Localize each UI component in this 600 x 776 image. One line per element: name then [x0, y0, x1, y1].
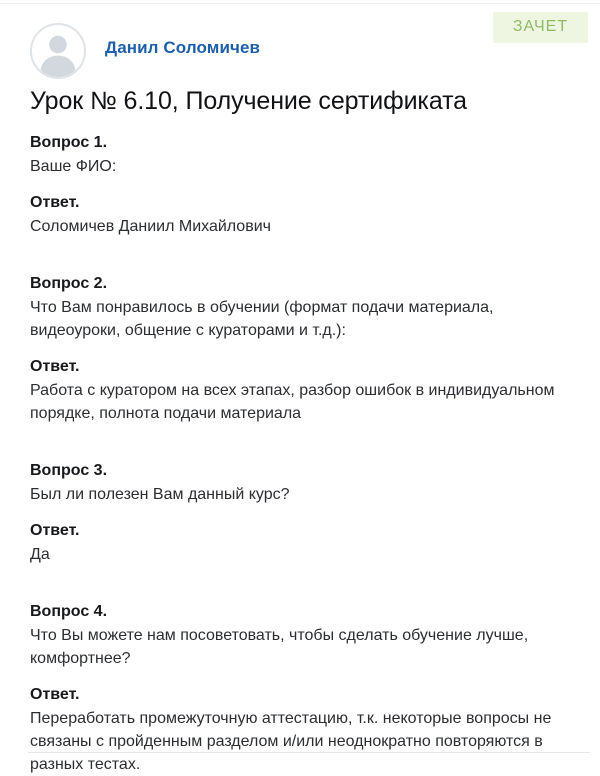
question-label-1: Вопрос 1. [30, 134, 108, 151]
question-text-1: Ваше ФИО: [30, 157, 117, 175]
question-text-2: Что Вам понравилось в обучении (формат подачи материала, видеоуроки, общение с кураторами и т.д.): [30, 298, 494, 339]
answer-text-2: Работа с куратором на всех этапах, разбор ошибок в индивидуальном порядке, полнота подачи материала [30, 381, 555, 422]
question-text-4: Что Вы можете нам посоветовать, чтобы сделать обучение лучше, комфортнее? [30, 626, 529, 667]
user-name[interactable]: Данил Соломичев [105, 38, 261, 57]
lesson-content [30, 86, 575, 776]
avatar[interactable] [30, 23, 86, 79]
answer-label-1: Ответ. [30, 193, 80, 211]
answer-text-3: Да [30, 545, 50, 563]
question-label-2: Вопрос 2. [30, 274, 108, 292]
qa-block-2 [30, 273, 575, 425]
page-title: Урок № 6.10, Получение сертификата [30, 87, 467, 115]
bottom-divider [28, 752, 590, 753]
question-label-4: Вопрос 4. [30, 602, 108, 620]
user-silhouette-icon [32, 25, 84, 77]
answer-label-4: Ответ. [30, 685, 80, 703]
answer-label-3: Ответ. [30, 521, 80, 539]
status-badge: ЗАЧЕТ [493, 12, 588, 43]
answer-label-2: Ответ. [30, 357, 80, 375]
answer-text-1: Соломичев Даниил Михайлович [30, 217, 271, 235]
question-text-3: Был ли полезен Вам данный курс? [30, 485, 290, 503]
qa-block-4 [30, 601, 575, 776]
user-header [0, 12, 600, 78]
question-label-3: Вопрос 3. [30, 462, 108, 479]
qa-block-3 [30, 460, 575, 566]
top-divider [0, 3, 600, 4]
qa-block-1 [30, 132, 575, 238]
answer-text-4: Переработать промежуточную аттестацию, т.к. некоторые вопросы не связаны с пройденным разделом и/или неоднократно повторяются в разных тестах. [30, 709, 552, 773]
